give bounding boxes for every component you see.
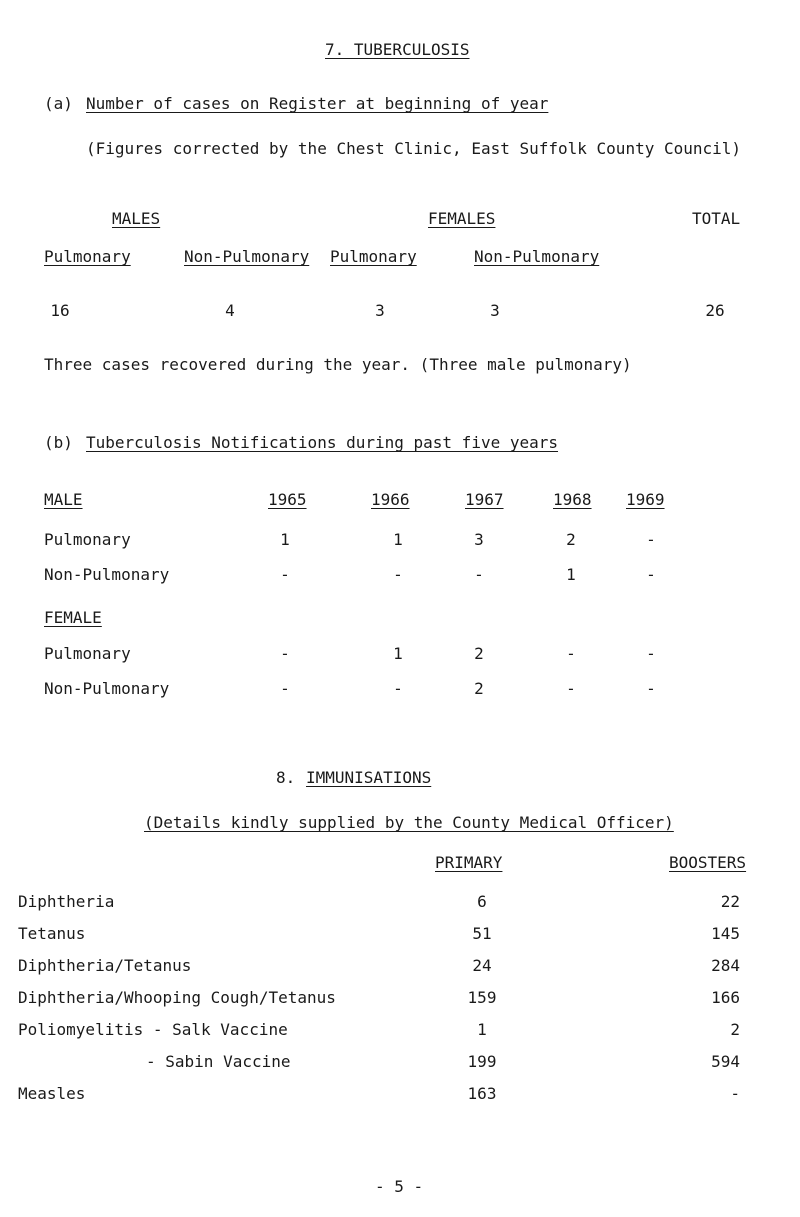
female-non-pulmonary-label: Non-Pulmonary	[44, 679, 170, 698]
cell: -	[646, 530, 656, 549]
immunisation-boosters: 284	[711, 956, 740, 975]
cell: 1	[280, 530, 290, 549]
immunisation-boosters: 145	[711, 924, 740, 943]
cell: 2	[474, 679, 484, 698]
year-1969: 1969	[626, 490, 665, 509]
cell: -	[393, 679, 403, 698]
immunisation-primary: 6	[477, 892, 487, 911]
male-non-pulmonary-label: Non-Pulmonary	[44, 565, 170, 584]
subheader-female-pulmonary: Pulmonary	[330, 247, 417, 266]
part-a-heading: Number of cases on Register at beginning of year	[86, 94, 549, 113]
immunisation-boosters: 2	[730, 1020, 740, 1039]
col-boosters-header: BOOSTERS	[669, 853, 747, 872]
year-1967: 1967	[465, 490, 504, 509]
section-7-title: 7. TUBERCULOSIS	[325, 40, 470, 59]
immunisation-primary: 163	[467, 1084, 497, 1103]
females-header: FEMALES	[428, 209, 496, 228]
cell: -	[646, 679, 656, 698]
cell: 1	[566, 565, 576, 584]
cell: -	[280, 644, 290, 663]
subheader-female-non-pulmonary: Non-Pulmonary	[474, 247, 600, 266]
cell: 1	[393, 530, 403, 549]
immunisation-primary: 24	[472, 956, 492, 975]
year-1968: 1968	[553, 490, 592, 509]
part-a-note: (Figures corrected by the Chest Clinic, East Suffolk County Council)	[86, 139, 742, 158]
immunisation-boosters: 166	[711, 988, 740, 1007]
value-female-pulmonary: 3	[375, 301, 385, 320]
males-header: MALES	[112, 209, 161, 228]
immunisation-name: Diphtheria/Whooping Cough/Tetanus	[18, 988, 336, 1007]
immunisation-primary: 199	[467, 1052, 497, 1071]
immunisation-name: Diphtheria	[18, 892, 115, 911]
cell: -	[646, 565, 656, 584]
immunisation-boosters: 594	[711, 1052, 740, 1071]
part-a-footnote: Three cases recovered during the year. (Three male pulmonary)	[44, 355, 632, 374]
section-8-note: (Details kindly supplied by the County Medical Officer)	[144, 813, 674, 832]
cell: -	[393, 565, 403, 584]
section-8-number: 8.	[276, 768, 296, 787]
year-1966: 1966	[371, 490, 410, 509]
female-pulmonary-label: Pulmonary	[44, 644, 131, 663]
cell: -	[280, 679, 290, 698]
immunisation-primary: 1	[477, 1020, 487, 1039]
part-a-label: (a)	[44, 94, 73, 113]
immunisation-primary: 159	[467, 988, 497, 1007]
male-label: MALE	[44, 490, 83, 509]
year-1965: 1965	[268, 490, 307, 509]
cell: -	[566, 679, 576, 698]
immunisation-name: Measles	[18, 1084, 86, 1103]
value-total: 26	[705, 301, 725, 320]
cell: 2	[566, 530, 576, 549]
cell: 2	[474, 644, 484, 663]
col-primary-header: PRIMARY	[435, 853, 503, 872]
value-male-non-pulmonary: 4	[225, 301, 235, 320]
immunisation-name: - Sabin Vaccine	[146, 1052, 291, 1071]
cell: -	[280, 565, 290, 584]
cell: -	[566, 644, 576, 663]
subheader-male-non-pulmonary: Non-Pulmonary	[184, 247, 310, 266]
cell: -	[474, 565, 484, 584]
immunisation-name: Poliomyelitis - Salk Vaccine	[18, 1020, 288, 1039]
immunisation-name: Tetanus	[18, 924, 86, 943]
part-b-label: (b)	[44, 433, 73, 452]
value-male-pulmonary: 16	[50, 301, 70, 320]
page-number: - 5 -	[375, 1177, 424, 1196]
immunisation-boosters: 22	[720, 892, 740, 911]
immunisation-boosters: -	[730, 1084, 740, 1103]
female-label: FEMALE	[44, 608, 102, 627]
cell: -	[646, 644, 656, 663]
section-8-title: IMMUNISATIONS	[306, 768, 432, 787]
cell: 3	[474, 530, 484, 549]
subheader-male-pulmonary: Pulmonary	[44, 247, 131, 266]
part-b-heading: Tuberculosis Notifications during past five years	[86, 433, 559, 452]
cell: 1	[393, 644, 403, 663]
total-header: TOTAL	[692, 209, 741, 228]
immunisation-name: Diphtheria/Tetanus	[18, 956, 192, 975]
male-pulmonary-label: Pulmonary	[44, 530, 131, 549]
immunisation-primary: 51	[472, 924, 492, 943]
value-female-non-pulmonary: 3	[490, 301, 500, 320]
